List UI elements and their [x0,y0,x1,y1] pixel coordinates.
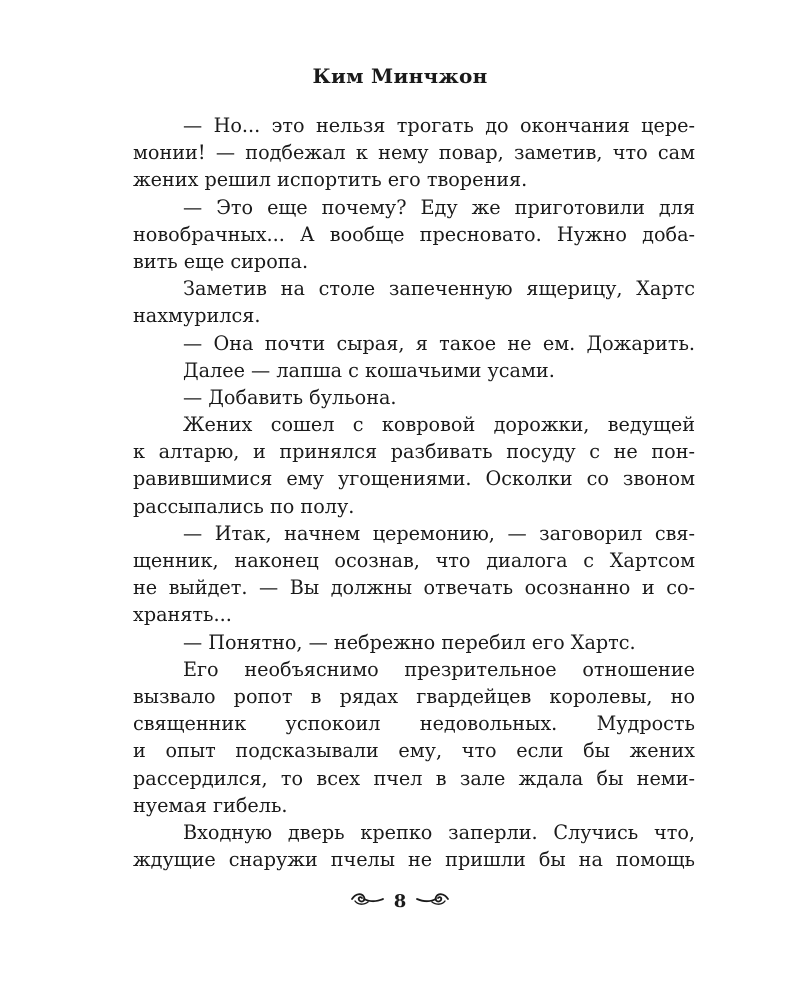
text-line: хранять... [133,603,232,627]
body-text [133,112,695,873]
text-line: нуемая гибель. [133,793,288,817]
text-line: — Но... это нельзя трогать до окончания цере- [183,114,695,137]
text-line: равившимися ему угощениями. Осколки со звоном [133,467,695,491]
text-line: не выйдет. — Вы должны отвечать осознанно и со- [133,576,695,600]
text-line: Жених сошел с ковровой дорожки, ведущей [183,413,695,437]
text-line: ждущие снаружи пчелы не пришли бы на помощь [133,848,695,872]
text-line: — Это еще почему? Еду же приготовили для [183,195,695,219]
text-line: — Она почти сырая, я такое не ем. Дожарить. [183,331,695,355]
text-line: щенник, наконец осознав, что диалога с Хартсом [133,549,695,572]
text-line: Входную дверь крепко заперли. Случись что, [183,820,695,844]
text-line: рассыпались по полу. [133,494,355,518]
text-line: священник успокоил недовольных. Мудрость [133,712,695,736]
left-flourish-icon [350,891,384,912]
text-line: — Понятно, — небрежно перебил его Хартс. [183,630,636,654]
right-flourish-icon [416,891,450,912]
text-line: Его необъяснимо презрительное отношение [183,657,695,681]
text-line: Заметив на столе запеченную ящерицу, Хартс [183,277,695,301]
text-line: — Добавить бульона. [183,385,397,409]
page-folio [0,890,800,912]
text-line: вызвало ропот в рядах гвардейцев королевы, но [133,684,695,708]
text-line: к алтарю, и принялся разбивать посуду с не пон- [133,440,695,464]
text-line: монии! — подбежал к нему повар, заметив, что сам [133,141,695,165]
text-line: вить еще сиропа. [133,249,309,273]
text-line: Далее — лапша с кошачьими усами. [183,358,555,382]
text-line: рассердился, то всех пчел в зале ждала бы неми- [133,766,695,790]
page-number: 8 [393,890,407,912]
text-line: нахмурился. [133,304,261,328]
text-line: и опыт подсказывали ему, что если бы жених [133,739,695,763]
text-line: — Итак, начнем церемонию, — заговорил свя- [183,521,695,545]
text-line: новобрачных... А вообще пресновато. Нужно доба- [133,222,695,246]
running-head: Ким Минчжон [312,64,488,88]
text-line: жених решил испортить его творения. [133,168,528,192]
